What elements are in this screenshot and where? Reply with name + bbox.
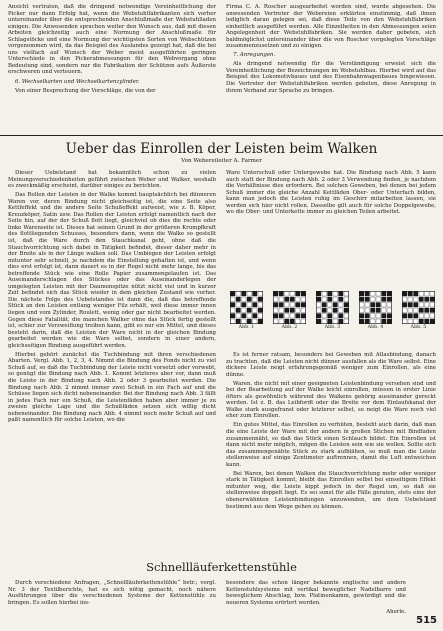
article-left-column xyxy=(8,170,216,426)
paragraph: Ein gutes Mittel, das Einrollen zu verhüten, besteht auch darin, daß man die eine Leiste der Ware mit der andern in großen Stichen mit Bindfaden zusammennäht, so daß das Stück einen Schlauch bildet. Ein Einrollen ist dann nicht mehr möglich, mögen die Leisten sein wie sie wollen. Sollte sich das zusammengenähte Stück zu stark aufblähen, so muß man die Leiste stellenweise auf einige Zentimeter auftrennen, damit die Luft entweichen kann. xyxy=(226,422,436,468)
weave-cell xyxy=(344,292,349,297)
paragraph: Bei Waren, bei denen Walken die Stauchvorrichtung mehr oder weniger stark in Tätigkeit kommt, bleibt das Einrollen selbst bei einseitigem Effekt mitunter weg, die Leiste kippt jedoch in der Regel um, so daß sie stellenweise doppelt liegt. Es sei sonst für alle Fälle geraten, stets eine der obenerwähnten Leistenbindungen anzuwenden, um dem Uebelstand bestimmt aus dem Wege gehen zu können. xyxy=(226,470,436,510)
weave-cell xyxy=(339,297,344,302)
weave-cell xyxy=(290,314,295,319)
weave-cell xyxy=(231,303,236,308)
weave-cell xyxy=(328,303,333,308)
weave-cell xyxy=(236,319,241,324)
paragraph: Ware Unterschuß oder Untergewebe hat. Die Bindung nach Abb. 5 kann auch statt der Bindung nach Abb. 2 oder 3 Verwendung finden, je nachdem die Verhältnisse dies erfordern. Bei solchen Geweben, bei denen bei jedem Schuß immer die gleiche Anzahl Kettfäden Ober- oder Unterfach bilden, kann man jedoch die Leisten ruhig im Geschirr mitarbeiten lassen, sie werden sich hier nicht rollen. Dasselbe gilt auch für solche Doppelgewebe, wo die Ober- und Unterkette immer zu gleichen Teilen arbeitet. xyxy=(226,170,436,216)
weave-cell xyxy=(258,303,263,308)
weave-cell xyxy=(317,314,322,319)
top-right-column xyxy=(226,4,436,97)
weave-cell xyxy=(371,319,376,324)
weave-cell xyxy=(425,303,430,308)
weave-cell xyxy=(376,303,381,308)
paragraph: Dieser Uebelstand hat bekanntlich schon zu vielen Meinungsverschiedenheiten geführt zwischen Weber und Walker, weshalb es zweckmäßig erscheint, darüber einiges zu berichten. xyxy=(8,170,216,190)
paragraph: Durch verschiedene Anfragen, „Schnellläuferkettenstühle“ betr.; vergl. Nr. 3 der Textilberichte, hat es sich nötig gemacht, noch nähere Ausführungen über die verschiedenen Systeme der Kettenstühle zu bringen. Es sollen hierbei ins- xyxy=(8,580,216,606)
weave-cell xyxy=(365,308,370,313)
weave-cell xyxy=(360,297,365,302)
weave-cell xyxy=(425,297,430,302)
weave-cell xyxy=(296,297,301,302)
weave-cell xyxy=(290,319,295,324)
weave-cell xyxy=(414,292,419,297)
weave-cell xyxy=(328,308,333,313)
weave-cell xyxy=(274,292,279,297)
weave-cell xyxy=(419,292,424,297)
weave-cell xyxy=(430,292,435,297)
weave-cell xyxy=(408,308,413,313)
article2-left-column xyxy=(8,580,216,609)
weave-cell xyxy=(301,314,306,319)
paragraph: Von einer Besprechung der Vorschläge, die von der xyxy=(15,87,156,94)
paragraph: Als dringend notwendig für die Verständigung erweist sich die Vereinheitlichung der Bezeichnungen im Webstuhlbau. Hierbei wird auf das Beispiel des Lokomotivbaues und des Eisenbahnwagenbaues hingewiesen. Die Vertreter der Webstuhlfabriken werden gebeten, diese Anregung in ihrem Verband zur Sprache zu bringen. xyxy=(226,61,436,94)
weave-cell xyxy=(333,297,338,302)
weave-cell xyxy=(360,303,365,308)
weave-cell xyxy=(387,292,392,297)
weave-cell xyxy=(339,308,344,313)
weave-cell xyxy=(414,308,419,313)
weave-cell xyxy=(285,319,290,324)
weave-cell xyxy=(382,292,387,297)
weave-cell xyxy=(408,297,413,302)
weave-cell xyxy=(333,303,338,308)
weave-cell xyxy=(322,303,327,308)
weave-cell xyxy=(403,292,408,297)
weave-pattern-4 xyxy=(359,291,392,324)
section-subheading: 6. Wechselkarten und Wechselkartenzylinder. xyxy=(15,78,140,85)
author-signature: Aherle. xyxy=(386,608,406,615)
weave-cell xyxy=(285,292,290,297)
weave-cell xyxy=(247,314,252,319)
weave-cell xyxy=(274,319,279,324)
weave-cell xyxy=(322,308,327,313)
weave-cell xyxy=(430,319,435,324)
weave-cell xyxy=(258,308,263,313)
weave-cell xyxy=(339,314,344,319)
weave-cell xyxy=(285,314,290,319)
weave-cell xyxy=(279,292,284,297)
weave-cell xyxy=(344,319,349,324)
weave-cell xyxy=(253,297,258,302)
weave-cell xyxy=(242,292,247,297)
weave-cell xyxy=(279,308,284,313)
weave-cell xyxy=(301,308,306,313)
weave-cell xyxy=(382,308,387,313)
weave-cell xyxy=(322,314,327,319)
figure-caption: Abb. 5 xyxy=(410,325,427,330)
weave-cell xyxy=(360,319,365,324)
weave-cell xyxy=(365,297,370,302)
weave-cell xyxy=(274,314,279,319)
weave-cell xyxy=(403,308,408,313)
weave-cell xyxy=(387,297,392,302)
figure-caption: Abb. 1 xyxy=(238,325,255,330)
weave-cell xyxy=(333,308,338,313)
weave-cell xyxy=(274,308,279,313)
top-left-column xyxy=(8,4,216,97)
weave-cell xyxy=(365,303,370,308)
weave-cell xyxy=(371,314,376,319)
paragraph: Das Rollen der Leisten in der Walke kommt hauptsächlich bei dünneren Waren vor, deren Bindung nicht gleichseitig ist, die eine Seite also Kettfeffekt und die andere Seite Schußeffekt aufweist, wie z. B. Köper, Kreuzköper, Satin usw. Das Rollen der Leisten erfolgt namentlich nach der Seite hin, auf der der Schuß flott liegt, gleichviel ob dies die rechte oder linke Warenseite ist. Dieses hat seinen Grund in der größeren Krumpfkraft des flottliegenden Schusses, besonders dann, wenn die Walke so gestellt ist, daß die Ware durch den Stauchkanal geht, ohne daß die Stauchvorrichtung sich dabei in Tätigkeit befindet, dieser daher mehr in der Breite als in der Länge walken soll. Das Umbiegen der Leisten erfolgt mitunter sehr schnell, je nachdem die Einstellung gehalten ist, und wenn dies erst erfolgt ist, dann dauert es in der Regel nicht mehr lange, bis das betreffende Stück wie eine Rolle Papier zusammengelaufen ist. Das Auseinanderschlagen des Stückes oder das Auseinanderlegen der umgelegten Leisten mit der Daumenspitze nützt nicht viel und in kurzer Zeit befindet sich das Stück wieder in dem gleichen Zustand wie vorher. Die nächste Folge des Uebelstandes ist dann die, daß das betreffende Stück an den Leisten entlang weniger Filz erhält, weil diese immer innen liegen und vom Zylinder, Roulett, wenig oder gar nicht bearbeitet werden. Gegen diese Fatalität, die manchen Walker ohne das Stück fertig gestellt ist, schier zur Verzweiflung treiben kann, gibt es nur ein Mittel, und dieses besteht darin, daß die Leisten der Ware nicht in der gleichen Bindung gearbeitet werden wie die Ware selbst, sondern in einer andern, gleichseitigen Bindung ausgeführt werden. xyxy=(8,192,216,349)
weave-cell xyxy=(425,314,430,319)
article-byline: Von Webereileiter A. Farmer xyxy=(181,158,262,164)
weave-cell xyxy=(430,308,435,313)
paragraph: Es ist ferner ratsam, besonders bei Geweben mit Atlasbindung, danach zu trachten, daß die Leisten nicht dünner ausfallen als die Ware selbst. Eine dickere Leiste neigt erfahrungsgemäß weniger zum Einrollen, als eine dünne. xyxy=(226,352,436,378)
weave-cell xyxy=(258,314,263,319)
section-divider xyxy=(0,135,443,136)
weave-cell xyxy=(253,319,258,324)
weave-cell xyxy=(339,319,344,324)
weave-cell xyxy=(279,297,284,302)
weave-cell xyxy=(376,314,381,319)
weave-cell xyxy=(301,319,306,324)
weave-cell xyxy=(403,297,408,302)
weave-pattern-2 xyxy=(273,291,306,324)
weave-cell xyxy=(365,292,370,297)
weave-cell xyxy=(258,319,263,324)
weave-cell xyxy=(290,303,295,308)
weave-figure xyxy=(316,291,349,331)
weave-cell xyxy=(317,292,322,297)
weave-cell xyxy=(425,308,430,313)
article2-right-column xyxy=(226,580,406,618)
weave-cell xyxy=(231,319,236,324)
weave-cell xyxy=(247,303,252,308)
weave-cell xyxy=(236,314,241,319)
weave-cell xyxy=(387,308,392,313)
weave-cell xyxy=(328,297,333,302)
weave-cell xyxy=(371,308,376,313)
weave-cell xyxy=(274,297,279,302)
paragraph: Firma C. A. Roscher ausgearbeitet worden sind, wurde abgesehen. Die anwesenden Vertreter der Webereien erklärten einstimmig, daß ihnen lediglich daran gelegen sei, daß diese Teile von den Webstuhlfabriken einheitlich ausgeführt werden. Alle Einzelheiten in den Abmessungen seien Angelegenheit der Webstuhlfabriken. Sie werden daher gebeten, sich baldmöglichst untereinander über die von Roscher vorgelegten Vorschläge zusammenzusetzen und zu einigen. xyxy=(226,4,436,50)
weave-cell xyxy=(344,297,349,302)
weave-cell xyxy=(376,319,381,324)
weave-cell xyxy=(387,314,392,319)
weave-cell xyxy=(382,303,387,308)
weave-cell xyxy=(376,297,381,302)
weave-cell xyxy=(242,319,247,324)
weave-cell xyxy=(247,292,252,297)
weave-cell xyxy=(365,314,370,319)
weave-cell xyxy=(253,314,258,319)
weave-cell xyxy=(419,303,424,308)
weave-cell xyxy=(328,314,333,319)
weave-cell xyxy=(414,297,419,302)
weave-cell xyxy=(253,303,258,308)
weave-cell xyxy=(419,308,424,313)
weave-cell xyxy=(403,314,408,319)
weave-cell xyxy=(344,314,349,319)
weave-cell xyxy=(296,319,301,324)
weave-cell xyxy=(247,319,252,324)
weave-cell xyxy=(236,308,241,313)
weave-cell xyxy=(279,314,284,319)
weave-cell xyxy=(419,314,424,319)
weave-pattern-figures xyxy=(226,291,438,349)
weave-cell xyxy=(328,319,333,324)
weave-figure xyxy=(230,291,263,331)
weave-cell xyxy=(296,303,301,308)
weave-cell xyxy=(403,303,408,308)
weave-cell xyxy=(360,308,365,313)
weave-cell xyxy=(317,303,322,308)
weave-cell xyxy=(333,292,338,297)
weave-cell xyxy=(322,319,327,324)
weave-cell xyxy=(371,292,376,297)
weave-cell xyxy=(258,292,263,297)
weave-cell xyxy=(382,314,387,319)
page-number: 515 xyxy=(416,615,437,627)
weave-cell xyxy=(344,308,349,313)
weave-cell xyxy=(242,297,247,302)
weave-cell xyxy=(231,297,236,302)
weave-cell xyxy=(236,303,241,308)
weave-cell xyxy=(317,297,322,302)
weave-cell xyxy=(296,292,301,297)
weave-cell xyxy=(231,292,236,297)
weave-cell xyxy=(247,297,252,302)
weave-cell xyxy=(328,292,333,297)
weave-cell xyxy=(285,303,290,308)
weave-cell xyxy=(242,314,247,319)
weave-cell xyxy=(387,319,392,324)
weave-cell xyxy=(301,292,306,297)
weave-cell xyxy=(322,297,327,302)
figure-caption: Abb. 4 xyxy=(367,325,384,330)
weave-cell xyxy=(339,303,344,308)
weave-cell xyxy=(387,303,392,308)
weave-cell xyxy=(301,303,306,308)
weave-cell xyxy=(430,314,435,319)
weave-cell xyxy=(236,292,241,297)
weave-cell xyxy=(419,297,424,302)
weave-cell xyxy=(425,292,430,297)
weave-cell xyxy=(317,308,322,313)
paragraph: Ansicht vertraten, daß die dringend notwendige Vereinheitlichung der Picker nur dann Erfolg hat, wenn die Webstuhlfabrikanten sich vorher untereinander über die entsprechenden Anschlußmaße der Webstuhlladen einigen. Die Anwesenden sprachen weiter den Wunsch aus, daß mit diesen Arbeiten gleichzeitig auch eine Normung der Anschlußmaße für Schlagstöcke und eine Normung der wichtigsten Sorten von Webschützen vorgenommen wird, da das Beispiel des Auslandes gezeigt hat, daß die bei uns vielfach auf Wunsch der Weber meist ausgeführten geringen Unterschiede in den Pickerabmessungen für den Webvorgang ohne Bedeutung sind, sondern nur die Fabrikation der Schützen aufs Äußerste erschweren und verteuern. xyxy=(8,4,216,76)
figure-caption: Abb. 2 xyxy=(281,325,298,330)
paragraph: Waren, die nicht mit einer geeigneten Leistenbindung versehen sind und bei der Bearbeitung auf der Walke leicht einrollen, müssen in erster Linie öfters als gewöhnlich während des Walkens gehörig auseinander gereckt werden. Ist z. B. das Leibfordt oder die Breite vor dem Einlaufskanal der Walke stark ausgefranst oder letzterer selbst, so neigt die Ware noch viel eher zum Einrollen. xyxy=(226,380,436,420)
weave-figure xyxy=(273,291,306,331)
weave-cell xyxy=(301,297,306,302)
weave-cell xyxy=(408,319,413,324)
weave-cell xyxy=(285,308,290,313)
paragraph: besondere das schon länger bekannte englische und andere Kettenstuhlsysteme mit vertikal beweglicher Nadelbarre und beweglichem Abschlag, bzw. Platinenkamm, gewürdigt und die neueren Systeme erörtert werden. xyxy=(226,580,406,606)
weave-cell xyxy=(382,319,387,324)
weave-cell xyxy=(333,314,338,319)
weave-cell xyxy=(242,308,247,313)
weave-cell xyxy=(253,308,258,313)
weave-cell xyxy=(253,292,258,297)
weave-cell xyxy=(231,314,236,319)
weave-figure xyxy=(359,291,392,331)
weave-cell xyxy=(430,297,435,302)
weave-cell xyxy=(365,319,370,324)
weave-cell xyxy=(360,314,365,319)
weave-cell xyxy=(408,314,413,319)
weave-cell xyxy=(333,319,338,324)
weave-cell xyxy=(290,297,295,302)
weave-cell xyxy=(279,303,284,308)
weave-cell xyxy=(408,303,413,308)
weave-cell xyxy=(376,308,381,313)
weave-cell xyxy=(296,314,301,319)
weave-cell xyxy=(408,292,413,297)
weave-cell xyxy=(258,297,263,302)
weave-cell xyxy=(247,308,252,313)
weave-cell xyxy=(296,308,301,313)
paragraph: Hierbei gehört zunächst die Tuchbindung mit ihren verschiedenen Abarten. Vergl. Abb. 1, 2, 3, 4. Nimmt die Bindung des Fonds nicht zu viel Schuß auf, so daß die Tuchbindung der Leiste nicht vorsetzt oder vorwebt, so genügt die Bindung nach Abb. 1. Kommt letzteres aber vor, dann muß die Leiste in der Bindung nach Abb. 2 oder 3 gearbeitet werden. Die Bindung nach Abb. 2 nimmt immer zwei Schuß in ein Fach auf und die Schüsse liegen sich dicht nebeneinander. Bei der Bindung nach Abb. 3 fällt in jedes Fach nur ein Schuß, die Leistenfäden haben aber immer je zu zweien gleiche Lage und die Schußfäden setzen sich willig dicht nebeneinander. Die Bindung nach Abb. 4 nimmt noch mehr Schuß auf und paßt namentlich für solche Leisten, wo die xyxy=(8,351,216,424)
weave-pattern-3 xyxy=(316,291,349,324)
weave-cell xyxy=(425,319,430,324)
weave-cell xyxy=(339,292,344,297)
weave-cell xyxy=(344,303,349,308)
weave-cell xyxy=(236,297,241,302)
weave-cell xyxy=(376,292,381,297)
weave-figure xyxy=(402,291,435,331)
weave-cell xyxy=(322,292,327,297)
weave-cell xyxy=(419,319,424,324)
weave-cell xyxy=(231,308,236,313)
weave-cell xyxy=(285,297,290,302)
article-right-column-bottom xyxy=(226,352,436,513)
weave-cell xyxy=(371,297,376,302)
section-subheading: 7. Anregungen. xyxy=(233,52,276,59)
weave-cell xyxy=(414,319,419,324)
figure-caption: Abb. 3 xyxy=(324,325,341,330)
article-title: Ueber das Einrollen der Leisten beim Walken xyxy=(65,141,378,157)
weave-cell xyxy=(274,303,279,308)
weave-cell xyxy=(360,292,365,297)
weave-cell xyxy=(242,303,247,308)
weave-cell xyxy=(290,292,295,297)
article-title: Schnellläuferkettenstühle xyxy=(146,560,297,574)
weave-cell xyxy=(403,319,408,324)
weave-cell xyxy=(414,303,419,308)
weave-cell xyxy=(290,308,295,313)
weave-pattern-5 xyxy=(402,291,435,324)
weave-cell xyxy=(371,303,376,308)
weave-cell xyxy=(279,319,284,324)
weave-pattern-1 xyxy=(230,291,263,324)
weave-cell xyxy=(317,319,322,324)
weave-cell xyxy=(414,314,419,319)
weave-cell xyxy=(430,303,435,308)
article-right-column-top xyxy=(226,170,436,218)
weave-cell xyxy=(382,297,387,302)
